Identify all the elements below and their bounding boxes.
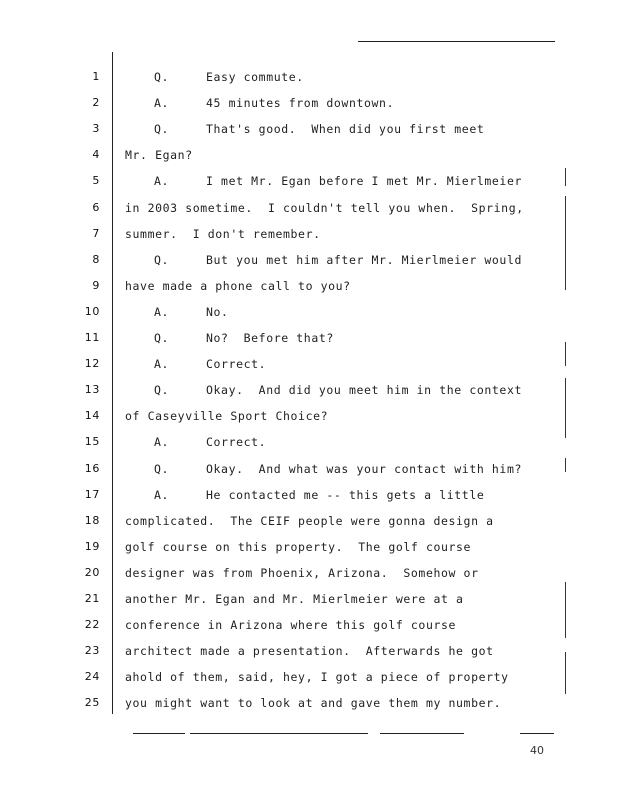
line-number: 4	[92, 148, 100, 162]
line-text	[125, 560, 479, 586]
line-text	[125, 90, 394, 116]
line-body: Okay. And did you meet him in the context	[206, 383, 522, 398]
transcript-line	[0, 638, 618, 664]
line-number: 15	[84, 435, 100, 449]
line-number: 13	[84, 383, 100, 397]
line-body: ahold of them, said, hey, I got a piece of property	[125, 670, 509, 685]
line-body: summer. I don't remember.	[125, 226, 321, 241]
line-number: 3	[92, 122, 100, 136]
line-text	[125, 508, 494, 534]
transcript-line	[0, 690, 618, 716]
line-number: 8	[92, 252, 100, 266]
page-number: 40	[530, 744, 544, 757]
line-body: designer was from Phoenix, Arizona. Somehow or	[125, 565, 479, 580]
speaker-tag: Q.	[154, 70, 170, 84]
transcript-line	[0, 168, 618, 194]
line-body: 45 minutes from downtown.	[206, 96, 395, 111]
line-text	[125, 351, 266, 377]
line-number: 25	[84, 696, 100, 710]
line-number: 19	[84, 539, 100, 553]
transcript-line	[0, 482, 618, 508]
line-text	[125, 247, 522, 273]
line-number: 23	[84, 644, 100, 658]
speaker-tag: A.	[154, 487, 170, 502]
line-text	[125, 116, 484, 142]
speaker-tag: A.	[154, 304, 170, 319]
line-text	[125, 429, 266, 455]
line-text	[125, 377, 522, 403]
line-number: 10	[84, 304, 100, 318]
footer-rule	[133, 733, 185, 734]
transcript-line	[0, 403, 618, 429]
line-body: Okay. And what was your contact with him?	[206, 461, 522, 476]
line-text	[125, 690, 501, 716]
transcript-line	[0, 273, 618, 299]
transcript-line	[0, 664, 618, 690]
line-body: another Mr. Egan and Mr. Mierlmeier were at a	[125, 592, 464, 606]
line-number: 9	[92, 278, 100, 292]
transcript-line	[0, 377, 618, 403]
line-text	[125, 142, 193, 168]
transcript-line	[0, 508, 618, 534]
line-text	[125, 64, 304, 90]
line-body: conference in Arizona where this golf course	[125, 618, 457, 633]
line-text	[125, 325, 334, 351]
line-text	[125, 586, 464, 612]
speaker-tag: Q.	[154, 461, 170, 476]
footer-rule	[380, 733, 464, 734]
transcript-line	[0, 116, 618, 142]
line-number: 7	[92, 226, 100, 240]
speaker-tag: Q.	[154, 122, 170, 137]
transcript-line	[0, 299, 618, 325]
line-number: 22	[84, 618, 100, 632]
line-text	[125, 403, 328, 429]
transcript-line	[0, 456, 618, 482]
line-number: 12	[84, 357, 100, 371]
line-body: Easy commute.	[206, 70, 304, 84]
line-number: 24	[84, 670, 100, 684]
transcript-line	[0, 325, 618, 351]
speaker-tag: Q.	[154, 383, 170, 398]
line-body: But you met him after Mr. Mierlmeier would	[206, 252, 522, 267]
line-number: 2	[92, 96, 100, 110]
line-number: 5	[92, 174, 100, 188]
line-body: golf course on this property. The golf course	[125, 539, 472, 554]
line-body: I met Mr. Egan before I met Mr. Mierlmeier	[206, 174, 522, 189]
line-body: complicated. The CEIF people were gonna design a	[125, 513, 494, 528]
transcript-line	[0, 195, 618, 221]
footer-rule	[190, 733, 368, 734]
transcript-line	[0, 429, 618, 455]
line-body: you might want to look at and gave them my number.	[125, 696, 502, 711]
transcript-line	[0, 221, 618, 247]
line-text	[125, 273, 351, 299]
footer-rule	[520, 733, 554, 734]
line-text	[125, 664, 509, 690]
line-number: 11	[84, 331, 100, 344]
speaker-tag: Q.	[154, 252, 170, 267]
line-body: Mr. Egan?	[125, 148, 193, 163]
speaker-tag: A.	[154, 357, 170, 372]
line-body: That's good. When did you first meet	[206, 122, 485, 137]
line-text	[125, 456, 522, 482]
line-number: 20	[84, 565, 100, 579]
transcript-line	[0, 612, 618, 638]
transcript-line	[0, 90, 618, 116]
transcript-line	[0, 351, 618, 377]
line-text	[125, 534, 471, 560]
line-number: 17	[84, 487, 100, 501]
line-number: 16	[84, 461, 100, 475]
header-rule	[358, 41, 555, 42]
line-number: 18	[84, 513, 100, 527]
transcript-line	[0, 534, 618, 560]
line-body: of Caseyville Sport Choice?	[125, 409, 329, 424]
speaker-tag: A.	[154, 96, 170, 111]
speaker-tag: Q.	[154, 331, 170, 345]
line-text	[125, 195, 524, 221]
line-body: Correct.	[206, 357, 267, 372]
line-number: 6	[92, 200, 100, 214]
line-body: He contacted me -- this gets a little	[206, 487, 485, 502]
speaker-tag: A.	[154, 174, 170, 189]
transcript-line	[0, 586, 618, 612]
transcript-line	[0, 142, 618, 168]
line-text	[125, 612, 456, 638]
line-body: No.	[206, 304, 229, 319]
speaker-tag: A.	[154, 435, 170, 450]
line-body: No? Before that?	[206, 331, 334, 345]
line-body: have made a phone call to you?	[125, 278, 351, 293]
transcript-line	[0, 64, 618, 90]
transcript-line	[0, 560, 618, 586]
line-number: 14	[84, 409, 100, 423]
line-body: architect made a presentation. Afterwards he got	[125, 644, 494, 659]
line-body: in 2003 sometime. I couldn't tell you when. Spring,	[125, 200, 524, 215]
transcript-line	[0, 247, 618, 273]
line-text	[125, 638, 494, 664]
line-text	[125, 299, 229, 325]
line-text	[125, 168, 522, 194]
line-number: 1	[92, 70, 100, 83]
line-text	[125, 221, 321, 247]
line-number: 21	[84, 592, 100, 605]
line-body: Correct.	[206, 435, 267, 450]
line-text	[125, 482, 484, 508]
